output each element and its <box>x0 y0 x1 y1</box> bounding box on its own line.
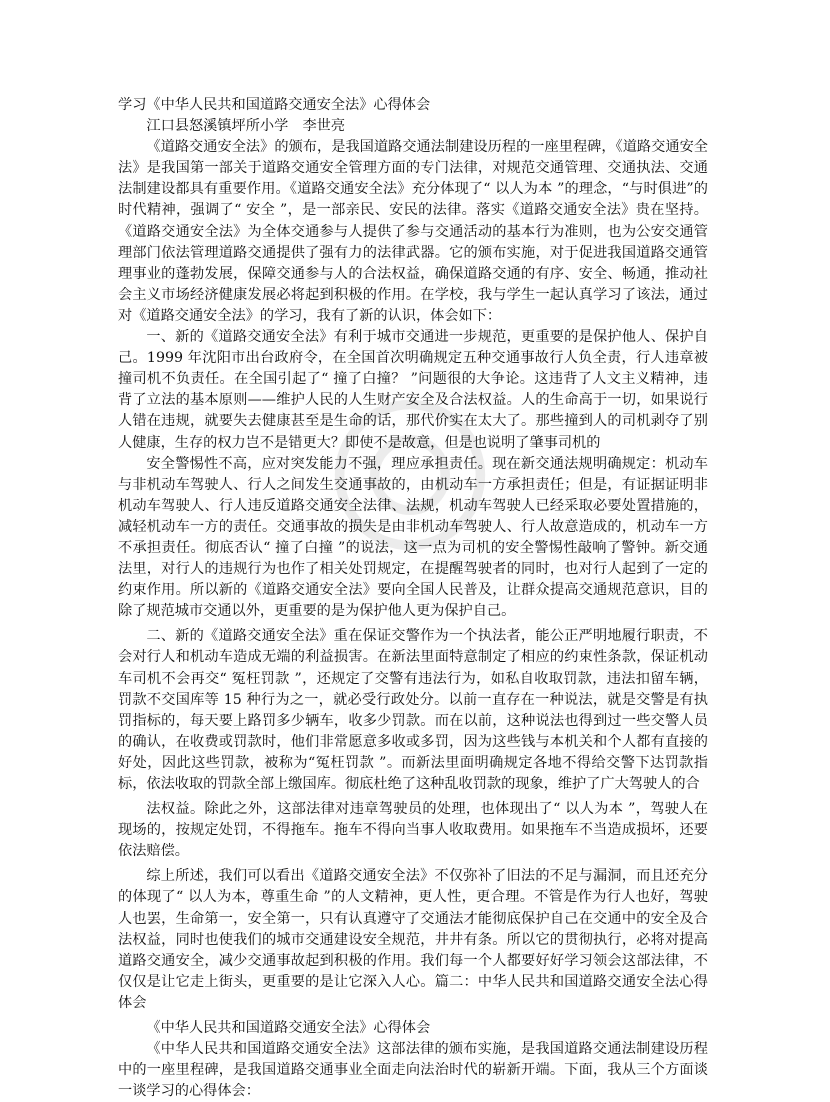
paragraph: 法权益。除此之外，这部法律对违章驾驶员的处理，也体现出了“ 以人为本 ”，驾驶人在现场的，按规定处罚，不得拖车。拖车不得向当事人收取费用。如果拖车不当造成损坏，还要依法赔偿。 <box>118 801 708 860</box>
section-heading: 《中华人民共和国道路交通安全法》心得体会 <box>146 1020 431 1037</box>
paragraph: 《中华人民共和国道路交通安全法》这部法律的颁布实施，是我国道路交通法制建设历程中的一座里程碑，是我国道路交通事业全面走向法治时代的崭新开端。下面，我从三个方面谈一谈学习的心得体会： <box>118 1041 708 1100</box>
paragraph: 一、新的《道路交通安全法》有利于城市交通进一步规范，更重要的是保护他人、保护自己。1999 年沈阳市出台政府令，在全国首次明确规定五种交通事故行人负全责，行人违章被撞司机不负责任。在全国引起了“ 撞了白撞？ ”问题很的大争论。这违背了人文主义精神，违背了立法的基本原则——维护人民的人生财产安全及合法权益。人的生命高于一切，如果说行人错在违规，就要失去健康甚至是生命的话，那代价实在太大了。那些撞到人的司机剥夺了别人健康，生存的权力岂不是错更大？即使不是故意，但是也说明了肇事司机的 <box>118 329 708 451</box>
paragraph: 安全警惕性不高，应对突发能力不强，理应承担责任。现在新交通法规明确规定：机动车与非机动车驾驶人、行人之间发生交通事故的，由机动车一方承担责任；但是，有证据证明非机动车驾驶人、行人违反道路交通安全法律、法规，机动车驾驶人已经采取必要处置措施的，减轻机动车一方的责任。交通事故的损失是由非机动车驾驶人、行人故意造成的，机动车一方不承担责任。彻底否认“ 撞了白撞 ”的说法，这一点为司机的安全警惕性敲响了警钟。新交通法里，对行人的违规行为也作了相关处罚规定，在提醒驾驶者的同时，也对行人起到了一定的约束作用。所以新的《道路交通安全法》要向全国人民普及，让群众提高交通规范意识，目的除了规范城市交通以外，更重要的是为保护他人更为保护自己。 <box>118 455 708 620</box>
document-title: 学习《中华人民共和国道路交通安全法》心得体会 <box>118 97 431 113</box>
paragraph: 《道路交通安全法》的颁布，是我国道路交通法制建设历程的一座里程碑，《道路交通安全法》是我国第一部关于道路交通安全管理方面的专门法律，对规范交通管理、交通执法、交通法制建设都具有重要作用。《道路交通安全法》充分体现了“ 以人为本 ”的理念，“与时俱进”的时代精神，强调了“ 安全 ”，是一部亲民、安民的法律。落实《道路交通安全法》贵在坚持。《道路交通安全法》为全体交通参与人提供了参与交通活动的基本行为准则，也为公安交通管理部门依法管理道路交通提供了强有力的法律武器。它的颁布实施，对于促进我国道路交通管理事业的蓬勃发展，保障交通参与人的合法权益，确保道路交通的有序、安全、畅通，推动社会主义市场经济健康发展必将起到积极的作用。在学校，我与学生一起认真学习了该法，通过对《道路交通安全法》的学习，我有了新的认识，体会如下： <box>118 139 708 324</box>
author-line: 江口县怒溪镇坪所小学 李世亮 <box>146 118 346 135</box>
paragraph: 综上所述，我们可以看出《道路交通安全法》不仅弥补了旧法的不足与漏洞，而且还充分的体现了“ 以人为本，尊重生命 ”的人文精神，更人性，更合理。不管是作为行人也好，驾驶人也罢，生命第一，安全第一，只有认真遵守了交通法才能彻底保护自己在交通中的安全及合法权益，同时也使我们的城市交通建设安全规范，井井有条。所以它的贯彻执行，必将对提高道路交通安全，减少交通事故起到积极的作用。我们每一个人都要好好学习领会这部法律，不仅仅是让它走上街头，更重要的是让它深入人心。篇二：中华人民共和国道路交通安全法心得体会 <box>118 868 708 1011</box>
document-body <box>118 95 708 1102</box>
paragraph: 二、新的《道路交通安全法》重在保证交警作为一个执法者，能公正严明地履行职责，不会对行人和机动车造成无端的利益损害。在新法里面特意制定了相应的约束性条款，保证机动车司机不会再交“ 冤枉罚款 ”，还规定了交警有违法行为，如私自收取罚款，违法扣留车辆，罚款不交国库等 15 种行为之一，就必受行政处分。以前一直存在一种说法，就是交警是有执罚指标的，每天要上路罚多少辆车，收多少罚款。而在以前，这种说法也得到过一些交警人员的确认，在收费或罚款时，他们非常愿意多收或多罚，因为这些钱与本机关和个人都有直接的好处，因此这些罚款，被称为“冤枉罚款 ”。而新法里面明确规定各地不得给交警下达罚款指标，依法收取的罚款全部上缴国库。彻底杜绝了这种乱收罚款的现象，维护了广大驾驶人的合 <box>118 628 708 792</box>
